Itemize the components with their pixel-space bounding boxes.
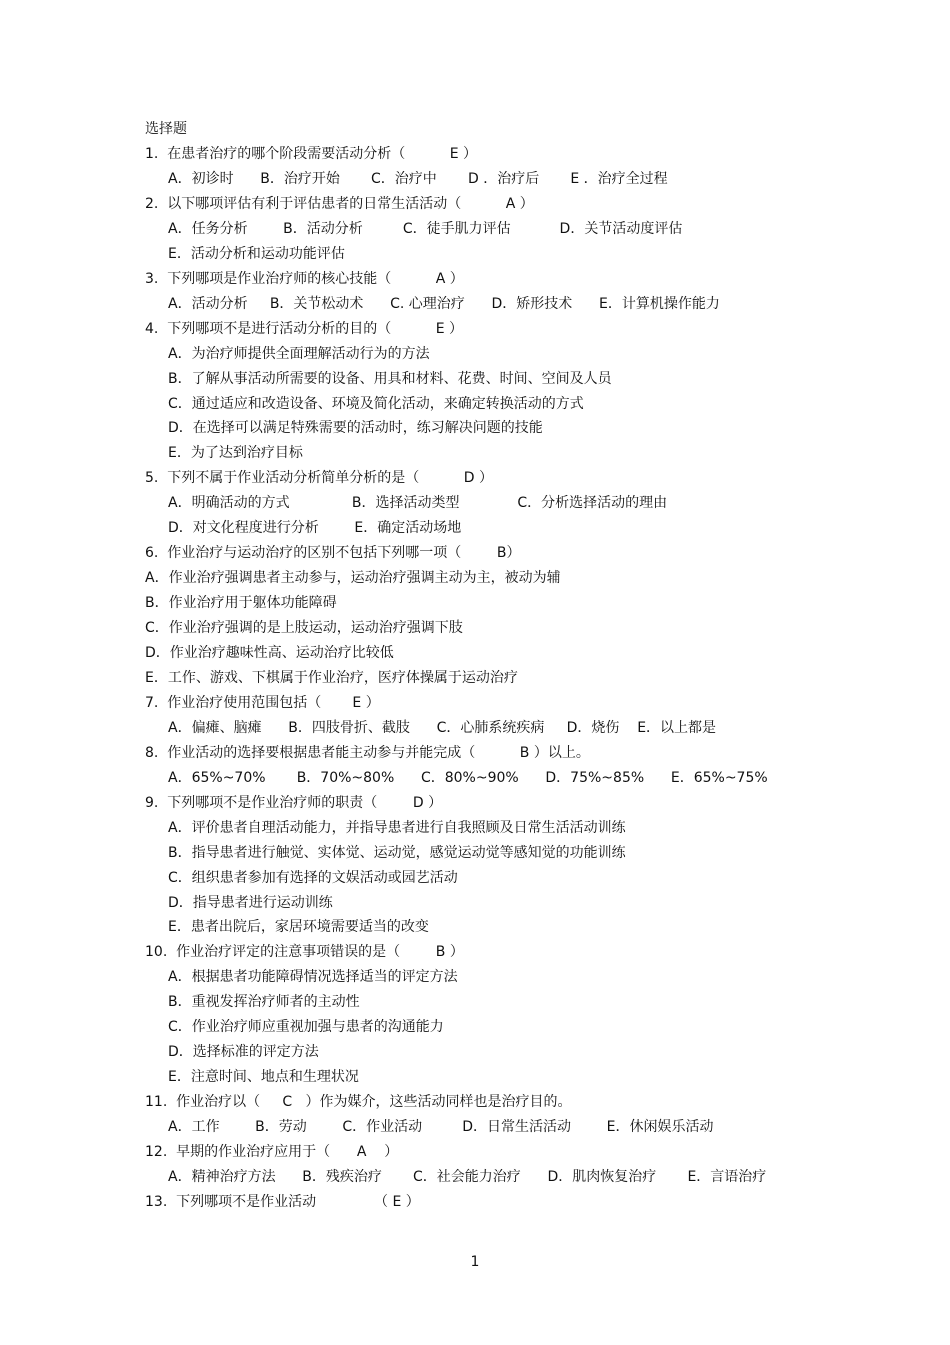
question-line: 1. 在患者治疗的哪个阶段需要活动分析（ E ） [145,146,478,162]
question-line: 6. 作业治疗与运动治疗的区别不包括下列哪一项（ B） [145,545,521,562]
question-line: 10. 作业治疗评定的注意事项错误的是（ B ） [145,944,464,961]
question-line: 8. 作业活动的选择要根据患者能主动参与并能完成（ B ）以上。 [145,744,590,761]
option-line: E．为了达到治疗目标 [168,445,303,462]
section-heading: 选择题 [145,121,187,137]
question-line: 9. 下列哪项不是作业治疗师的职责（ D ） [145,794,443,811]
option-line: C．组织患者参加有选择的文娱活动或园艺活动 [168,869,458,886]
option-line: D．作业治疗趣味性高、运动治疗比较低 [145,645,394,661]
option-line: A．任务分析 B．活动分析 C．徒手肌力评估 D．关节活动度评估 [168,220,683,237]
option-line: A．明确活动的方式 B．选择活动类型 C．分析选择活动的理由 [168,495,668,512]
option-line: C．作业治疗强调的是上肢运动，运动治疗强调下肢 [145,620,463,637]
option-line: D．指导患者进行运动训练 [168,894,333,911]
option-line: E．患者出院后，家居环境需要适当的改变 [168,919,429,936]
option-line: A．65%~70% B．70%~80% C．80%~90% D．75%~85% E．65%~75% [168,769,768,786]
option-line: E．注意时间、地点和生理状况 [168,1069,359,1086]
option-line: A．根据患者功能障碍情况选择适当的评定方法 [168,969,458,986]
option-line: B．作业治疗用于躯体功能障碍 [145,595,337,612]
option-line: A．偏瘫、脑瘫 B．四肢骨折、截肢 C．心肺系统疾病 D．烧伤 E．以上都是 [168,719,717,736]
option-line: C．作业治疗师应重视加强与患者的沟通能力 [168,1019,444,1036]
option-line: D．在选择可以满足特殊需要的活动时，练习解决问题的技能 [168,420,543,437]
question-line: 3. 下列哪项是作业治疗师的核心技能（ A ） [145,270,464,287]
question-line: 13. 下列哪项不是作业活动 （ E ） [145,1193,420,1210]
option-line: D．选择标准的评定方法 [168,1044,319,1061]
option-line: A．工作 B．劳动 C．作业活动 D．日常生活活动 E．休闲娱乐活动 [168,1119,714,1136]
question-line: 12. 早期的作业治疗应用于（ A ） [145,1144,399,1160]
option-line: E．活动分析和运动功能评估 [168,245,345,262]
option-line: A．为治疗师提供全面理解活动行为的方法 [168,345,430,362]
option-line: C．通过适应和改造设备、环境及简化活动，来确定转换活动的方式 [168,395,584,412]
option-line: B．重视发挥治疗师者的主动性 [168,994,360,1011]
option-line: A．活动分析 B．关节松动术 C. 心理治疗 D．矫形技术 E．计算机操作能力 [168,295,720,312]
question-line: 11. 作业治疗以（ C ）作为媒介，这些活动同样也是治疗目的。 [145,1094,572,1111]
question-line: 2. 以下哪项评估有利于评估患者的日常生活活动（ A ） [145,195,534,212]
option-line: B．了解从事活动所需要的设备、用具和材料、花费、时间、空间及人员 [168,370,612,387]
option-line: B．指导患者进行触觉、实体觉、运动觉，感觉运动觉等感知觉的功能训练 [168,844,626,861]
option-line: A．作业治疗强调患者主动参与，运动治疗强调主动为主，被动为辅 [145,570,561,587]
option-line: A．初诊时 B．治疗开始 C．治疗中 D ．治疗后 E ．治疗全过程 [168,170,668,187]
option-line: A．评价患者自理活动能力，并指导患者进行自我照顾及日常生活活动训练 [168,819,626,836]
page-number: 1 [470,1254,480,1270]
option-line: E．工作、游戏、下棋属于作业治疗，医疗体操属于运动治疗 [145,669,518,686]
question-line: 5. 下列不属于作业活动分析简单分析的是（ D ） [145,470,493,487]
question-line: 4. 下列哪项不是进行活动分析的目的（ E ） [145,320,464,337]
option-line: D．对文化程度进行分析 E．确定活动场地 [168,520,462,537]
option-line: A．精神治疗方法 B．残疾治疗 C．社会能力治疗 D．肌肉恢复治疗 E．言语治疗 [168,1168,767,1185]
question-line: 7. 作业治疗使用范围包括（ E ） [145,694,380,711]
